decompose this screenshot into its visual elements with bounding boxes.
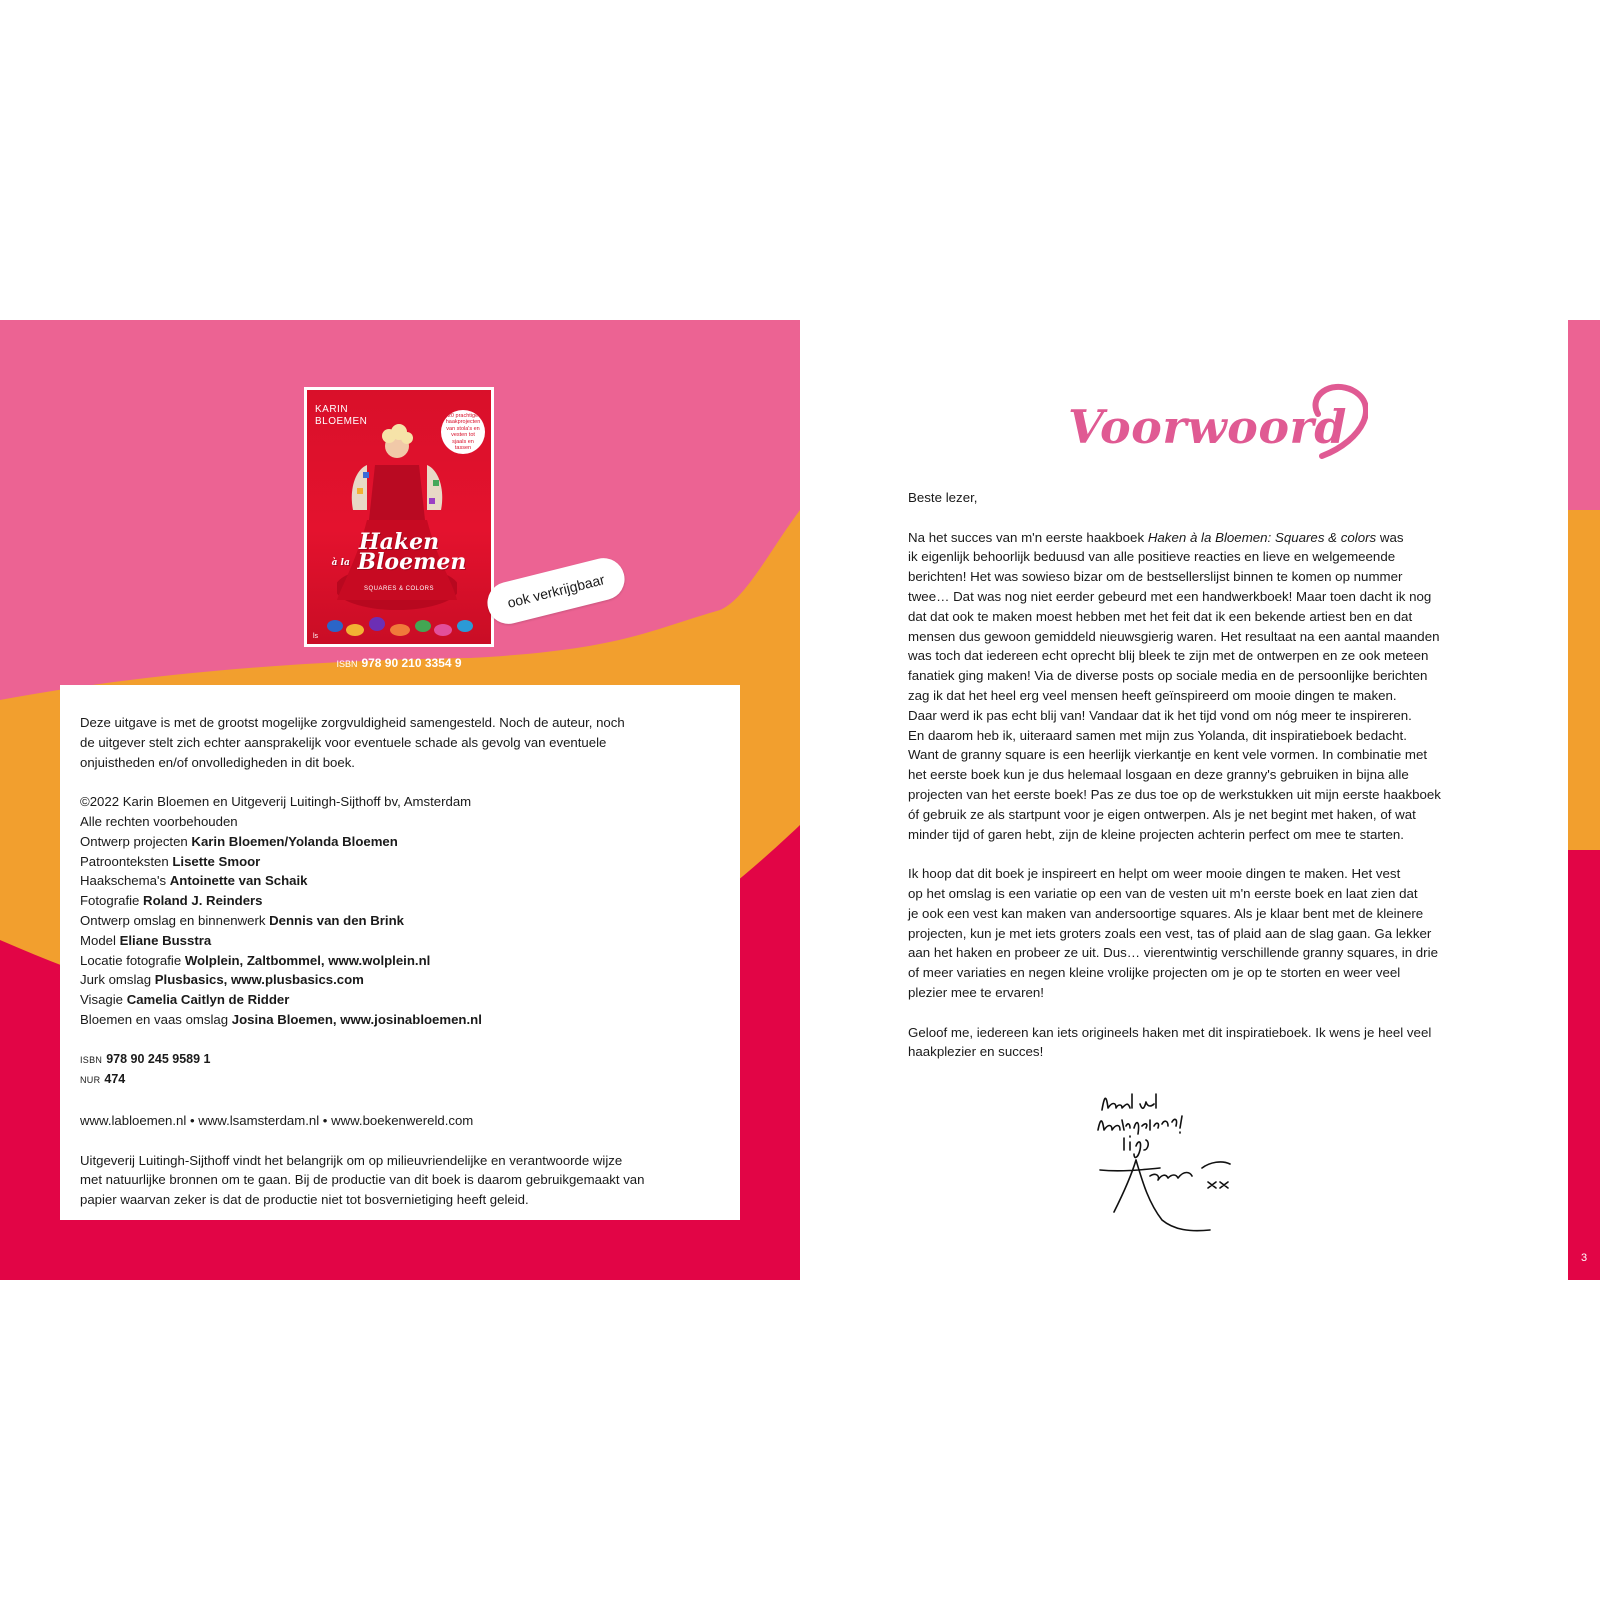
credit-label: Ontwerp omslag en binnenwerk [80, 912, 270, 928]
foreword-letter [908, 488, 1508, 1062]
credit-line [80, 891, 720, 911]
credit-line [80, 931, 720, 951]
colophon-box [60, 685, 740, 1220]
cover-title [307, 529, 491, 575]
credit-label: Haakschema's [80, 873, 170, 889]
paragraph-line: Want de granny square is een heerlijk vierkantje en kent vele vormen. In combinatie met [908, 747, 1428, 763]
paragraph-line: dat dat ook te maken moest hebben met het feit dat ik een bekende artiest ben en dat [908, 608, 1413, 624]
paragraph-line: fanatiek ging maken! Via de diverse posts op sociale media en de persoonlijke berichten [908, 668, 1428, 684]
nur-label: NUR [80, 1075, 101, 1086]
disclaimer-line: Deze uitgave is met de grootst mogelijke zorgvuldigheid samengesteld. Noch de auteur, noch [80, 715, 625, 730]
paragraph-line: mensen dus gewoon gemiddeld nieuwsgierig waren. Het resultaat na een aantal maanden [908, 628, 1440, 644]
credit-value: Plusbasics, www.plusbasics.com [154, 972, 364, 988]
cover-title-line2: Bloemen [357, 549, 467, 575]
cover-woman-figure [337, 410, 457, 610]
paragraph-line [908, 528, 1508, 548]
paragraph-line: het eerste boek kun je dus helemaal losgaan en deze granny's gebruiken in bijna alle [908, 767, 1409, 783]
credit-line [80, 951, 720, 971]
page-number: 3 [1580, 1252, 1588, 1264]
environment-line: papier waarvan zeker is dat de productie niet tot bosvernietiging heeft geleid. [80, 1192, 529, 1208]
credit-line [80, 852, 720, 872]
line-text: was [1376, 529, 1404, 545]
credit-value: Lisette Smoor [172, 853, 261, 869]
credit-line [80, 1010, 720, 1030]
cover-isbn-label: ISBN [336, 659, 358, 669]
cover-yarn-balls [315, 608, 485, 638]
credit-value: Wolplein, Zaltbommel, www.wolplein.nl [184, 952, 431, 968]
cover-publisher-mark: ls [313, 633, 319, 640]
copyright-line: ©2022 Karin Bloemen en Uitgeverij Luitingh-Sijthoff bv, Amsterdam [80, 794, 472, 810]
credit-label: Patroonteksten [80, 853, 173, 869]
credit-label: Visagie [80, 992, 127, 1008]
paragraph-line: minder tijd of garen hebt, zijn de kleine projecten achterin perfect om mee te starten. [908, 826, 1404, 842]
cover-author-last: BLOEMEN [315, 416, 368, 427]
isbn-value: 978 90 245 9589 1 [106, 1051, 211, 1066]
credit-value: Josina Bloemen, www.josinabloemen.nl [231, 1011, 482, 1027]
credit-line [80, 871, 720, 891]
book-cover [304, 387, 494, 647]
cover-title-a-la: à la [331, 558, 350, 568]
right-edge-color-strip [1568, 320, 1600, 1280]
greeting: Beste lezer, [908, 490, 978, 505]
paragraph-line: projecten van het eerste boek! Pas ze dus toe op de werkstukken uit mijn eerste haakboek [908, 786, 1441, 802]
cover-tag-circle: 20 prachtige haakprojecten van stola's en vesten tot sjaals en tassen [441, 410, 485, 454]
credit-label: Ontwerp projecten [80, 833, 192, 849]
credit-value: Dennis van den Brink [269, 912, 404, 928]
isbn-line [80, 1050, 720, 1071]
nur-value: 474 [104, 1072, 126, 1087]
right-page [800, 320, 1600, 1280]
credit-label: Model [80, 932, 120, 948]
paragraph-line: óf gebruik ze als startpunt voor je eigen ontwerpen. Als je net begint met haken, of wat [908, 806, 1416, 822]
paragraph-line: of meer variaties en negen kleine vrolijke projecten om je op te storten en weer veel [908, 965, 1401, 981]
foreword-title: Voorwoord [1068, 400, 1347, 454]
credit-line [80, 990, 720, 1010]
credit-value: Eliane Busstra [119, 932, 212, 948]
paragraph-line: haakplezier en succes! [908, 1044, 1044, 1060]
paragraph-line: zag ik dat het heel erg veel mensen heeft geïnspireerd om mooie dingen te maken. [908, 687, 1397, 703]
paragraph-line: En daarom heb ik, uiteraard samen met mijn zus Yolanda, dit inspiratieboek bedacht. [908, 727, 1407, 743]
handwritten-signature [1090, 1080, 1260, 1250]
cover-author-first: KARIN [315, 404, 349, 415]
credit-label: Fotografie [80, 893, 144, 909]
cover-subtitle: SQUARES & COLORS [363, 586, 434, 592]
line-text: Na het succes van m'n eerste haakboek [908, 529, 1148, 545]
credit-value: Roland J. Reinders [143, 893, 263, 909]
environment-line: met natuurlijke bronnen om te gaan. Bij de productie van dit boek is daarom gebruikgemaakt van [80, 1172, 645, 1188]
book-cover-image [307, 390, 491, 644]
nur-line [80, 1070, 720, 1091]
cover-title-line1: Haken [358, 529, 440, 555]
also-available-badge: ook verkrijgbaar [483, 554, 629, 629]
cover-isbn [304, 656, 494, 670]
websites-line: www.labloemen.nl • www.lsamsterdam.nl • www.boekenwereld.com [80, 1112, 474, 1128]
paragraph-line: aan het haken en probeer ze uit. Dus… vierentwintig verschillende granny squares, in drie [908, 945, 1438, 961]
credit-label: Jurk omslag [80, 972, 155, 988]
book-title-italic: Haken à la Bloemen: Squares & colors [1147, 529, 1377, 545]
paragraph-line: op het omslag is een variatie op een van de vesten uit m'n eerste boek en laat zien dat [908, 885, 1418, 901]
credit-line [80, 832, 720, 852]
paragraph-line: Daar werd ik pas echt blij van! Vandaar dat ik het tijd vond om nóg meer te inspireren. [908, 707, 1412, 723]
paragraph-line: twee… Dat was nog niet eerder gebeurd met een handwerkboek! Maar toen dacht ik nog [908, 588, 1432, 604]
credit-value: Camelia Caitlyn de Ridder [126, 992, 290, 1008]
paragraph-line: Ik hoop dat dit boek je inspireert en helpt om weer mooie dingen te maken. Het vest [908, 866, 1401, 882]
paragraph-line: je ook een vest kan maken van andersoortige squares. Als je klaar bent met de kleinere [908, 905, 1424, 921]
disclaimer-line: de uitgever stelt zich echter aansprakelijk voor eventuele schade als gevolg van eventuele [80, 734, 607, 750]
paragraph-line: ik eigenlijk behoorlijk beduusd van alle positieve reacties en lieve en welgemeende [908, 549, 1396, 565]
credit-line [80, 970, 720, 990]
cover-isbn-number: 978 90 210 3354 9 [361, 656, 462, 670]
disclaimer-line: onjuistheden en/of onvolledigheden in dit boek. [80, 754, 355, 770]
foreword-title-block [1068, 380, 1368, 470]
credit-value: Antoinette van Schaik [169, 873, 308, 889]
isbn-label: ISBN [80, 1054, 103, 1065]
left-page [0, 320, 800, 1280]
paragraph-line: plezier mee te ervaren! [908, 984, 1044, 1000]
credit-label: Locatie fotografie [80, 952, 185, 968]
paragraph-line: was toch dat iedereen echt oprecht blij bleek te zijn met de ontwerpen en ze ook meteen [908, 648, 1429, 664]
credit-line [80, 911, 720, 931]
environment-line: Uitgeverij Luitingh-Sijthoff vindt het belangrijk om op milieuvriendelijke en verantwoorde wijze [80, 1152, 623, 1168]
credit-label: Bloemen en vaas omslag [80, 1011, 232, 1027]
book-spread [0, 320, 1600, 1280]
paragraph-line: projecten, kun je met iets groters zoals een vest, tas of plaid aan de slag gaan. Ga lekker [908, 925, 1432, 941]
rights-line: Alle rechten voorbehouden [80, 813, 238, 829]
paragraph-line: berichten! Het was sowieso bizar om de bestsellerslijst binnen te komen op nummer [908, 569, 1403, 585]
credit-value: Karin Bloemen/Yolanda Bloemen [191, 833, 398, 849]
paragraph-line: Geloof me, iedereen kan iets origineels haken met dit inspiratieboek. Ik wens je heel veel [908, 1024, 1432, 1040]
